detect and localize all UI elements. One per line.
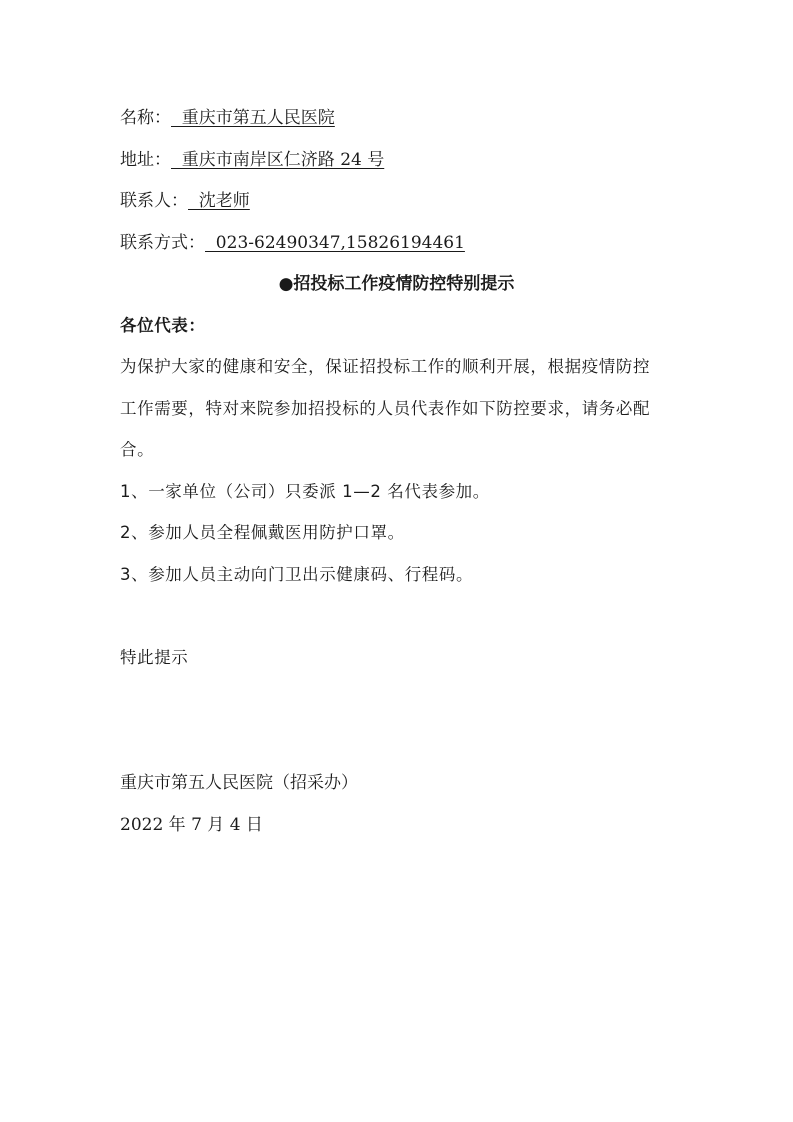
name-label: 名称：: [120, 108, 171, 128]
salutation: 各位代表：: [120, 316, 206, 335]
address-value: 重庆市南岸区仁济路 24 号: [171, 150, 385, 170]
address-field: [120, 149, 384, 171]
name-field: [120, 107, 335, 129]
phone-field: [120, 232, 465, 254]
signature-org: 重庆市第五人民医院（招采办）: [120, 773, 358, 793]
contact-field: [120, 190, 250, 212]
closing-text: 特此提示: [120, 648, 189, 667]
list-item: 3、参加人员主动向门卫出示健康码、行程码。: [120, 565, 474, 584]
list-item: 1、一家单位（公司）只委派 1—2 名代表参加。: [120, 482, 490, 501]
address-label: 地址：: [120, 150, 171, 170]
name-value: 重庆市第五人民医院: [171, 108, 335, 128]
contact-label: 联系人：: [120, 191, 188, 211]
intro-line-3: 合。: [120, 440, 155, 459]
intro-line-1: 为保护大家的健康和安全，保证招投标工作的顺利开展，根据疫情防控: [120, 357, 651, 376]
phone-label: 联系方式：: [120, 233, 205, 253]
list-item: 2、参加人员全程佩戴医用防护口罩。: [120, 523, 405, 542]
signature-date: 2022 年 7 月 4 日: [120, 815, 263, 835]
intro-line-2: 工作需要，特对来院参加招投标的人员代表作如下防控要求，请务必配: [120, 399, 651, 418]
contact-value: 沈老师: [188, 191, 250, 211]
notice-title: ●招投标工作疫情防控特别提示: [278, 274, 515, 294]
phone-value: 023-62490347,15826194461: [205, 233, 465, 253]
